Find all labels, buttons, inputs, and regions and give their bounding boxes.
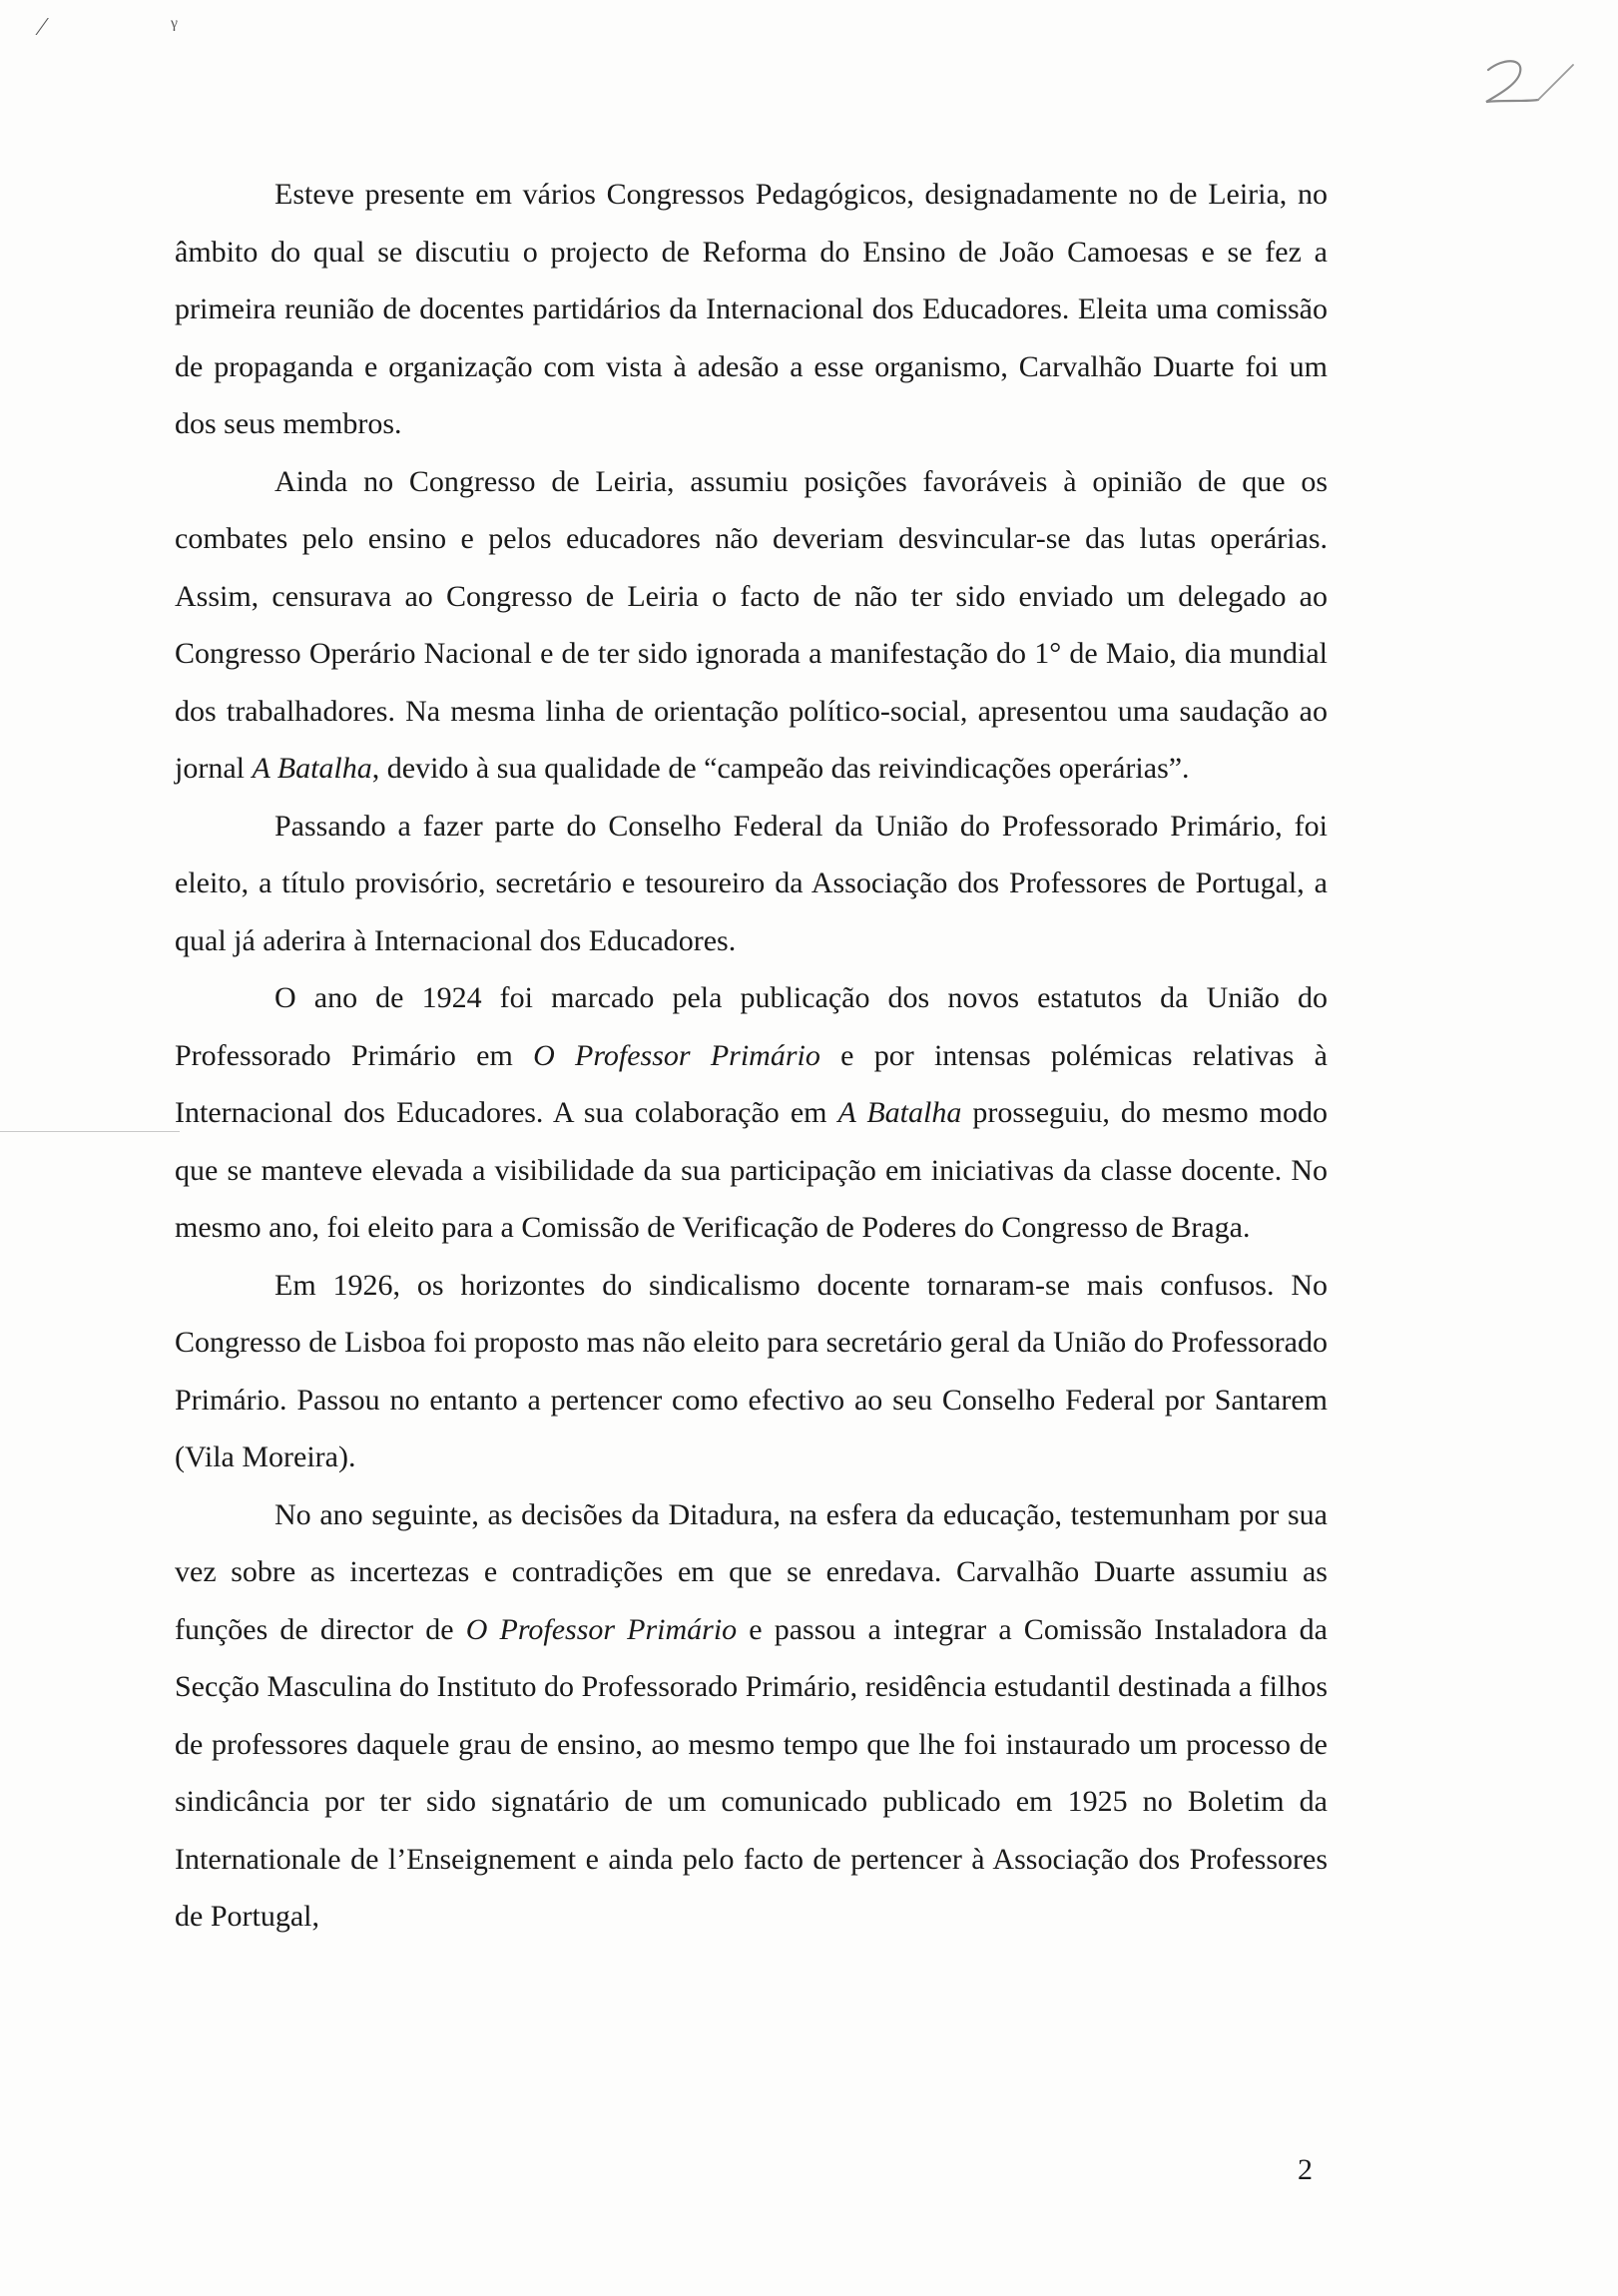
newspaper-title-o-professor-primario: O Professor Primário xyxy=(533,1038,820,1072)
paragraph-2-text-a: Ainda no Congresso de Leiria, assumiu posições favoráveis à opinião de que os combates pelo ensino e pelos educadores não deveriam desvincular-se das lutas operárias. Assim, censurava ao Congresso de Leiria o facto de não ter sido enviado um delegado ao Congresso Operário Nacional e de ter sido ignorada a manifestação do 1° de Maio, dia mundial dos trabalhadores. Na mesma linha de orientação político-social, apresentou uma saudação ao jornal xyxy=(175,464,1328,785)
paragraph-1 xyxy=(175,166,1328,453)
scan-corner-marks: ∕ ᵞ xyxy=(40,12,238,41)
paragraph-5 xyxy=(175,1257,1328,1486)
paragraph-6-text-b: e passou a integrar a Comissão Instaladora da Secção Masculina do Instituto do Professorado Primário, residência estudantil destinada a filhos de professores daquele grau de ensino, ao mesmo tempo que lhe foi instaurado um processo de sindicância por ter sido signatário de um comunicado publicado em 1925 no Boletim da Internationale de l’Enseignement e ainda pelo facto de pertencer à Associação dos Professores de Portugal, xyxy=(175,1612,1328,1933)
scan-artifact-line xyxy=(0,1131,180,1132)
page-number: 2 xyxy=(1298,2153,1313,2186)
handwritten-page-number-icon xyxy=(1468,40,1578,120)
newspaper-title-a-batalha: A Batalha xyxy=(252,752,372,785)
body-text xyxy=(175,166,1328,1946)
paragraph-4-text-b: e por intensas polémicas relativas à Internacional dos Educadores. A sua colaboração em xyxy=(175,1038,1328,1129)
paragraph-3-text: Passando a fazer parte do Conselho Federal da União do Professorado Primário, foi eleito, a título provisório, secretário e tesoureiro da Associação dos Professores de Portugal, a qual já aderira à Internacional dos Educadores. xyxy=(175,809,1328,957)
paragraph-6 xyxy=(175,1486,1328,1946)
newspaper-title-a-batalha: A Batalha xyxy=(837,1096,962,1129)
paragraph-4-text-a: O ano de 1924 foi marcado pela publicação dos novos estatutos da União do Professorado Primário em xyxy=(175,981,1328,1072)
paragraph-1-text: Esteve presente em vários Congressos Pedagógicos, designadamente no de Leiria, no âmbito do qual se discutiu o projecto de Reforma do Ensino de João Camoesas e se fez a primeira reunião de docentes partidários da Internacional dos Educadores. Eleita uma comissão de propaganda e organização com vista à adesão a esse organismo, Carvalhão Duarte foi um dos seus membros. xyxy=(175,178,1328,440)
paragraph-4 xyxy=(175,969,1328,1257)
paragraph-6-text-a: No ano seguinte, as decisões da Ditadura, na esfera da educação, testemunham por sua vez sobre as incertezas e contradições em que se enredava. Carvalhão Duarte assumiu as funções de director de xyxy=(175,1497,1328,1646)
paragraph-5-text: Em 1926, os horizontes do sindicalismo docente tornaram-se mais confusos. No Congresso de Lisboa foi proposto mas não eleito para secretário geral da União do Professorado Primário. Passou no entanto a pertencer como efectivo ao seu Conselho Federal por Santarem (Vila Moreira). xyxy=(175,1268,1328,1473)
paragraph-2-text-b: , devido à sua qualidade de “campeão das reivindicações operárias”. xyxy=(371,752,1190,785)
paragraph-2 xyxy=(175,453,1328,798)
newspaper-title-o-professor-primario: O Professor Primário xyxy=(465,1612,738,1646)
paragraph-4-text-c: prosseguiu, do mesmo modo que se manteve elevada a visibilidade da sua participação em iniciativas da classe docente. No mesmo ano, foi eleito para a Comissão de Verificação de Poderes do Congresso de Braga. xyxy=(175,1096,1328,1244)
paragraph-3 xyxy=(175,798,1328,970)
